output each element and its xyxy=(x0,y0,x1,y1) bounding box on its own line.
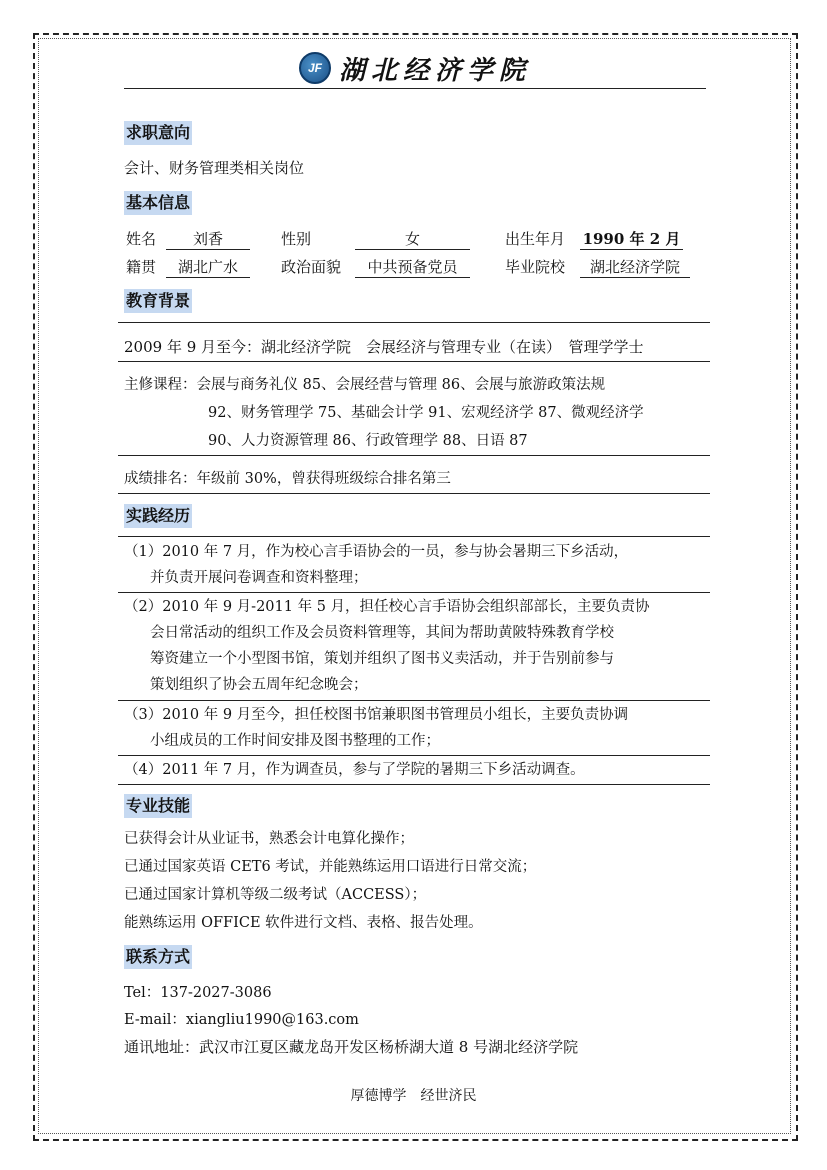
field-label-birth: 出生年月 xyxy=(505,230,566,248)
section-title-practice: 实践经历 xyxy=(124,504,192,528)
education-line: 2009 年 9 月至今：湖北经济学院 会展经济与管理专业（在读） 管理学学士 xyxy=(124,338,644,356)
practice-item-2-line-2: 会日常活动的组织工作及会员资料管理等，其间为帮助黄陂特殊教育学校 xyxy=(150,625,614,641)
school-name: 湖北经济学院 xyxy=(338,55,531,86)
practice-item-2-line-1: （2）2010 年 9 月-2011 年 5 月，担任校心言手语协会组织部部长，主要负责协 xyxy=(124,599,650,615)
job-intent-content: 会计、财务管理类相关岗位 xyxy=(124,159,305,177)
divider xyxy=(118,361,710,362)
field-value-name: 刘香 xyxy=(166,229,250,250)
section-title-contact: 联系方式 xyxy=(124,945,192,969)
divider xyxy=(118,784,710,785)
education-courses-line-3: 90、人力资源管理 86、行政管理学 88、日语 87 xyxy=(208,433,528,449)
field-label-political: 政治面貌 xyxy=(281,258,342,276)
field-value-hometown: 湖北广水 xyxy=(166,257,250,278)
practice-item-4-line-1: （4）2011 年 7 月，作为调查员，参与了学院的暑期三下乡活动调查。 xyxy=(124,762,585,778)
skill-item: 已通过国家计算机等级二级考试（ACCESS）； xyxy=(124,887,427,903)
contact-address: 通讯地址：武汉市江夏区藏龙岛开发区杨桥湖大道 8 号湖北经济学院 xyxy=(124,1038,579,1056)
section-title-education: 教育背景 xyxy=(124,289,192,313)
divider xyxy=(118,755,710,756)
field-value-political: 中共预备党员 xyxy=(355,257,470,278)
page-header xyxy=(124,48,706,89)
footer-motto: 厚德博学 经世济民 xyxy=(350,1088,477,1104)
practice-item-3-line-1: （3）2010 年 9 月至今，担任校图书馆兼职图书管理员小组长，主要负责协调 xyxy=(124,707,629,723)
field-label-hometown: 籍贯 xyxy=(126,258,157,276)
section-title-job-intent: 求职意向 xyxy=(124,121,192,145)
skill-item: 已通过国家英语 CET6 考试，并能熟练运用口语进行日常交流； xyxy=(124,859,537,875)
section-title-skills: 专业技能 xyxy=(124,794,192,818)
skill-item: 能熟练运用 OFFICE 软件进行文档、表格、报告处理。 xyxy=(124,915,483,931)
field-label-name: 姓名 xyxy=(126,230,157,248)
field-value-gender: 女 xyxy=(355,229,470,250)
divider xyxy=(118,592,710,593)
contact-email: E-mail：xiangliu1990@163.com xyxy=(124,1012,359,1028)
field-value-school: 湖北经济学院 xyxy=(580,257,690,278)
practice-item-1-line-2: 并负责开展问卷调查和资料整理； xyxy=(150,570,368,586)
divider xyxy=(118,536,710,537)
divider xyxy=(118,455,710,456)
school-logo-icon: JF xyxy=(299,52,331,84)
contact-tel: Tel：137-2027-3086 xyxy=(124,985,272,1001)
practice-item-3-line-2: 小组成员的工作时间安排及图书整理的工作； xyxy=(150,733,440,749)
field-label-school: 毕业院校 xyxy=(505,258,566,276)
education-courses-line-1: 主修课程：会展与商务礼仪 85、会展经营与管理 86、会展与旅游政策法规 xyxy=(124,377,606,393)
divider xyxy=(118,493,710,494)
education-courses-line-2: 92、财务管理学 75、基础会计学 91、宏观经济学 87、微观经济学 xyxy=(208,405,644,421)
field-label-gender: 性别 xyxy=(281,230,312,248)
divider xyxy=(118,700,710,701)
section-title-basic-info: 基本信息 xyxy=(124,191,192,215)
practice-item-2-line-4: 策划组织了协会五周年纪念晚会； xyxy=(150,677,368,693)
education-ranking: 成绩排名：年级前 30%，曾获得班级综合排名第三 xyxy=(124,471,451,487)
divider xyxy=(118,322,710,323)
practice-item-2-line-3: 筹资建立一个小型图书馆，策划并组织了图书义卖活动，并于告别前参与 xyxy=(150,651,614,667)
skill-item: 已获得会计从业证书，熟悉会计电算化操作； xyxy=(124,831,414,847)
practice-item-1-line-1: （1）2010 年 7 月，作为校心言手语协会的一员，参与协会暑期三下乡活动， xyxy=(124,544,629,560)
field-value-birth: 1990 年 2 月 xyxy=(580,229,683,250)
